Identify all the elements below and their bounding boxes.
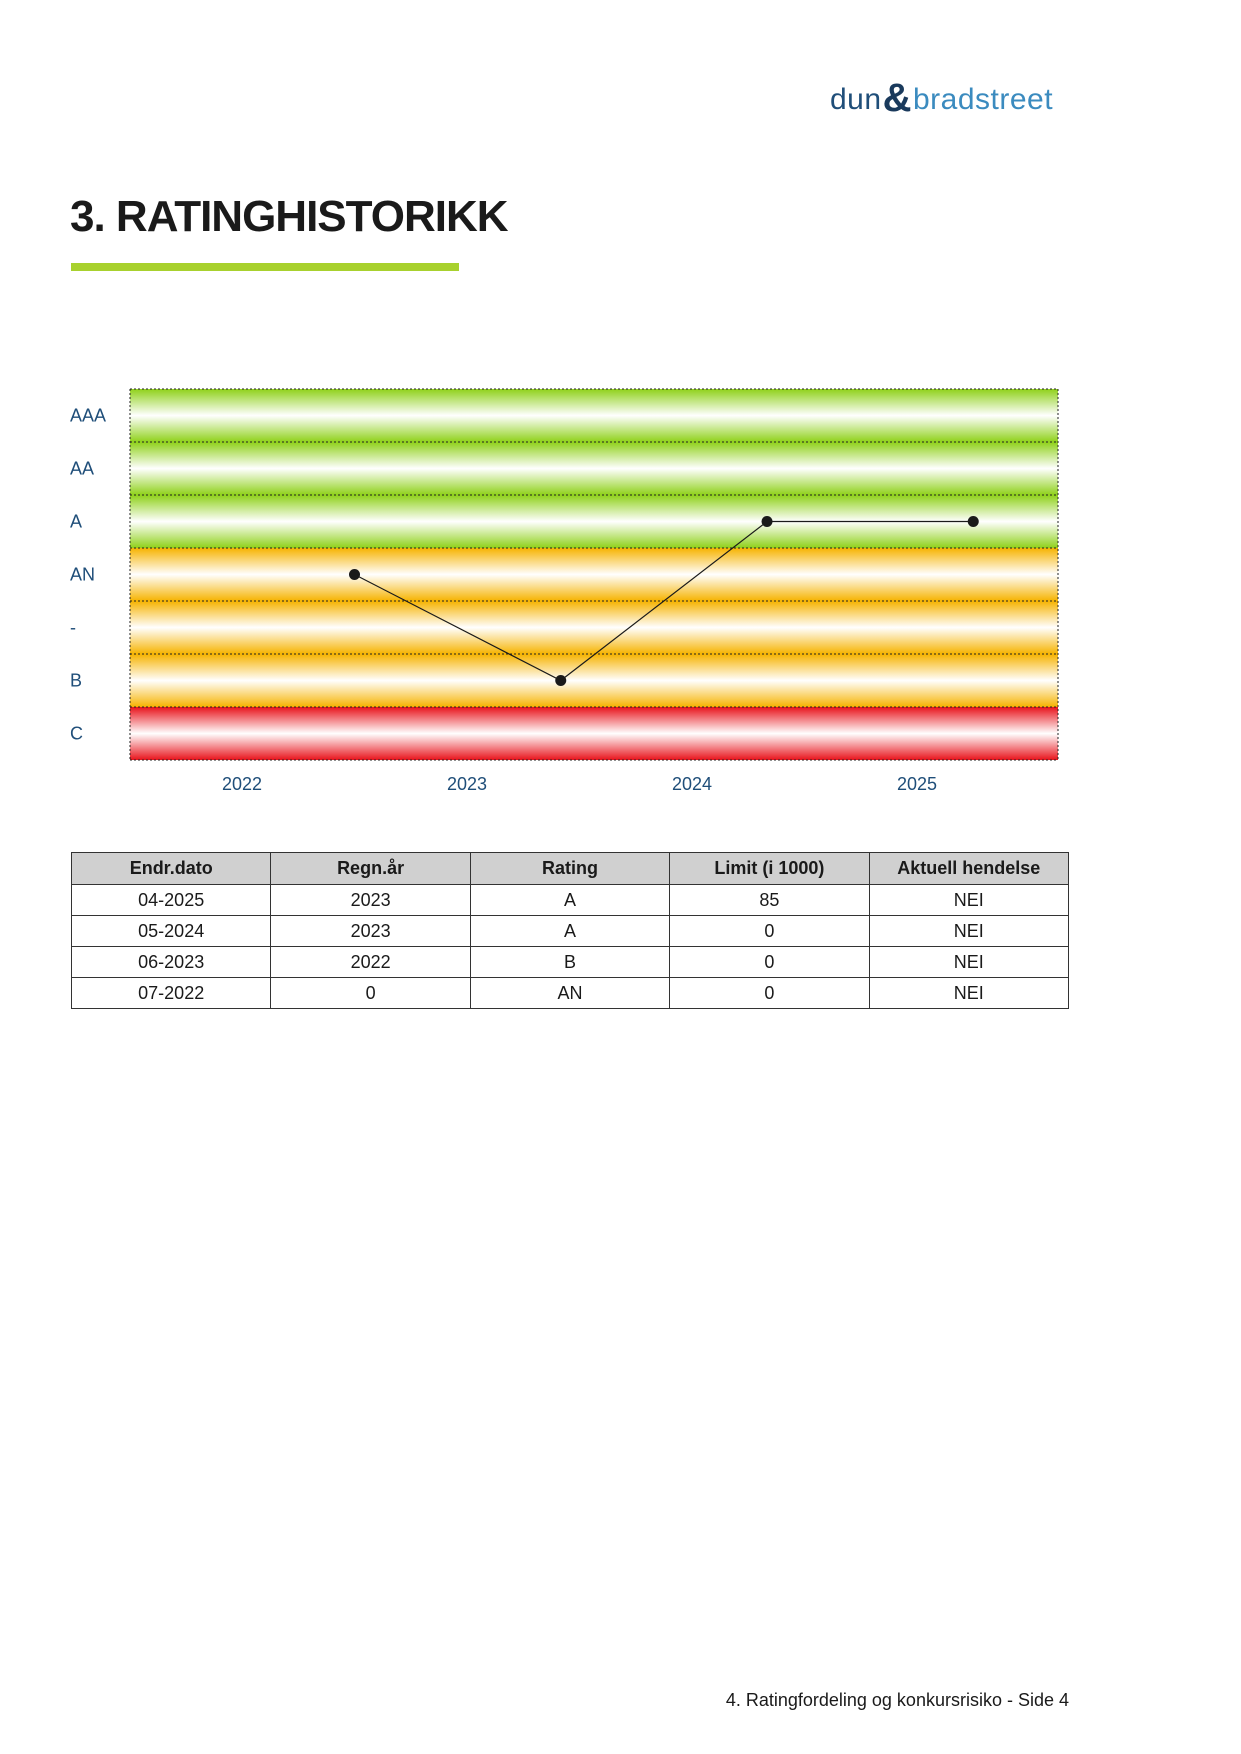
table-row — [72, 885, 1069, 916]
y-tick-label: B — [70, 670, 83, 691]
data-point — [349, 569, 360, 580]
title-underline — [71, 263, 459, 271]
data-point — [762, 516, 773, 527]
y-tick-label: AA — [70, 458, 95, 479]
cell-rating: A — [470, 916, 669, 947]
page-title: 3. RATINGHISTORIKK — [70, 192, 508, 241]
table-header-row — [72, 853, 1069, 885]
data-point — [968, 516, 979, 527]
logo-word-dun: dun — [830, 83, 882, 116]
y-tick-label: AN — [70, 564, 96, 585]
x-tick-label: 2025 — [896, 774, 938, 794]
cell-endr-dato: 07-2022 — [72, 978, 271, 1009]
col-header-limit: Limit (i 1000) — [670, 853, 869, 885]
x-tick-label: 2024 — [671, 774, 713, 794]
rating-band-c — [130, 707, 1058, 760]
cell-rating: A — [470, 885, 669, 916]
rating-history-chart — [60, 385, 1080, 805]
cell-endr-dato: 05-2024 — [72, 916, 271, 947]
table-row — [72, 978, 1069, 1009]
y-tick-label: AAA — [70, 405, 107, 426]
cell-regn-ar: 2022 — [271, 947, 470, 978]
cell-regn-ar: 2023 — [271, 916, 470, 947]
cell-aktuell-hendelse: NEI — [869, 916, 1068, 947]
cell-regn-ar: 0 — [271, 978, 470, 1009]
y-tick-label: A — [70, 511, 83, 532]
rating-band-aa — [130, 442, 1058, 495]
cell-limit: 0 — [670, 978, 869, 1009]
col-header-aktuell-hendelse: Aktuell hendelse — [869, 853, 1068, 885]
rating-band-an — [130, 548, 1058, 601]
dun-bradstreet-logo — [830, 75, 1070, 122]
y-axis-labels — [70, 406, 106, 744]
y-tick-label: - — [70, 617, 76, 638]
cell-aktuell-hendelse: NEI — [869, 947, 1068, 978]
cell-rating: B — [470, 947, 669, 978]
chart-svg — [60, 385, 1080, 805]
col-header-rating: Rating — [470, 853, 669, 885]
cell-aktuell-hendelse: NEI — [869, 978, 1068, 1009]
rating-band-dash — [130, 601, 1058, 654]
data-point — [555, 675, 566, 686]
logo-word-bradstreet: bradstreet — [912, 83, 1054, 116]
cell-limit: 85 — [670, 885, 869, 916]
table-row — [72, 947, 1069, 978]
cell-regn-ar: 2023 — [271, 885, 470, 916]
x-axis-labels — [222, 774, 937, 794]
x-tick-label: 2022 — [221, 774, 263, 794]
rating-band-b — [130, 654, 1058, 707]
table-row — [72, 916, 1069, 947]
rating-band-aaa — [130, 389, 1058, 442]
rating-history-table — [71, 852, 1069, 1009]
cell-limit: 0 — [670, 916, 869, 947]
logo-ampersand: & — [882, 75, 912, 120]
cell-rating: AN — [470, 978, 669, 1009]
x-tick-label: 2023 — [446, 774, 488, 794]
cell-limit: 0 — [670, 947, 869, 978]
rating-bands — [130, 389, 1058, 760]
col-header-regn-ar: Regn.år — [271, 853, 470, 885]
page-footer: 4. Ratingfordeling og konkursrisiko - Side 4 — [725, 1690, 1069, 1710]
cell-aktuell-hendelse: NEI — [869, 885, 1068, 916]
cell-endr-dato: 06-2023 — [72, 947, 271, 978]
col-header-endr-dato: Endr.dato — [72, 853, 271, 885]
cell-endr-dato: 04-2025 — [72, 885, 271, 916]
y-tick-label: C — [70, 723, 83, 744]
